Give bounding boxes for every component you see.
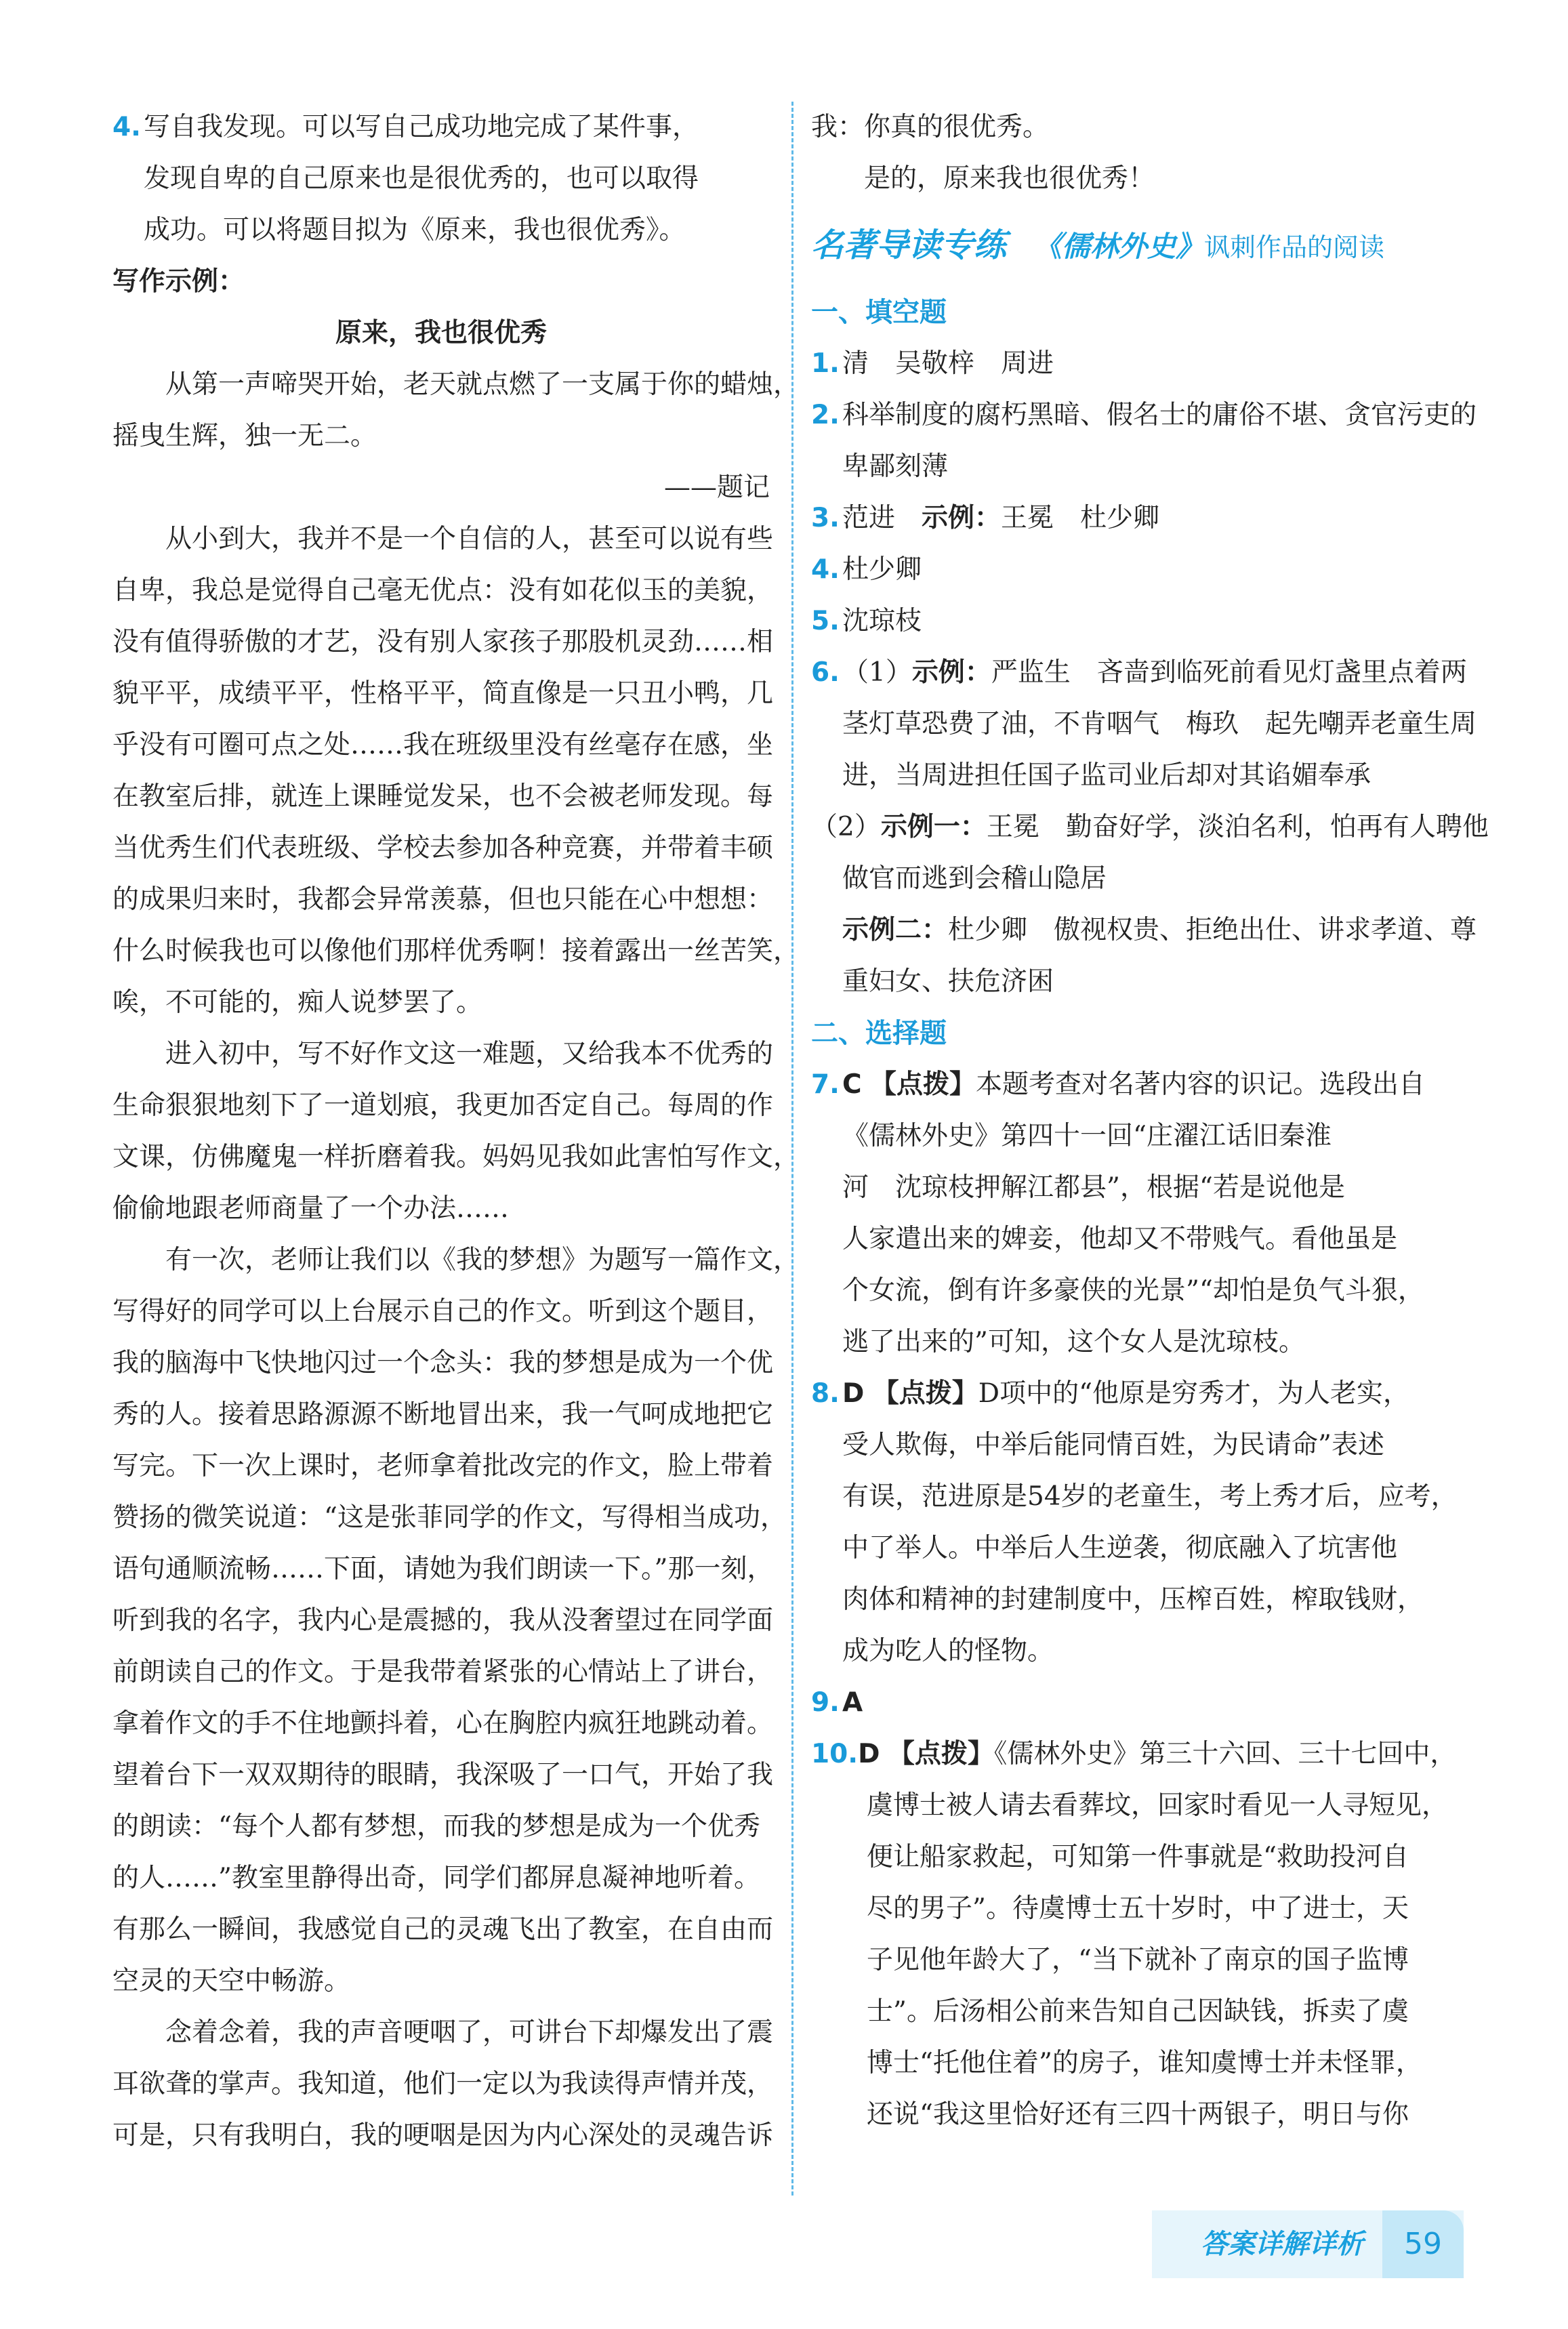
hint-tag: 【点拨】 [870, 1069, 976, 1100]
paragraph-line: 的人……”教室里静得出奇，同学们都屏息凝神地听着。 [112, 1863, 760, 1893]
answer-text: 肉体和精神的封建制度中，压榨百姓，榨取钱财， [842, 1584, 1424, 1615]
answer-text: 茎灯草恐费了油，不肯咽气 梅玖 起先嘲弄老童生周 [842, 709, 1477, 739]
answer-text: 杜少卿 傲视权贵、拒绝出仕、讲求孝道、尊 [948, 915, 1477, 945]
answer-text: 杜少卿 [842, 554, 922, 585]
example-label: 示例： [922, 503, 1002, 533]
answer-text: 进，当周进担任国子监司业后却对其谄媚奉承 [842, 760, 1371, 791]
paragraph-line: 写完。下一次上课时，老师拿着批改完的作文，脸上带着 [112, 1451, 774, 1481]
banner-subtitle: 讽刺作品的阅读 [1204, 232, 1385, 262]
sub-number: （1） [842, 657, 912, 688]
section-heading: 一、填空题 [811, 297, 947, 328]
answer-text: 成为吃人的怪物。 [842, 1636, 1054, 1666]
banner-title: 名著导读专练 [811, 226, 1007, 264]
question-number: 9. [811, 1687, 840, 1718]
paragraph-line: 写得好的同学可以上台展示自己的作文。听到这个题目， [112, 1296, 774, 1327]
paragraph-line: 秀的人。接着思路源源不断地冒出来，我一气呵成地把它 [112, 1399, 774, 1430]
paragraph-line: 摇曳生辉，独一无二。 [112, 421, 377, 451]
answer-letter: A [842, 1687, 863, 1718]
question-number: 7. [811, 1069, 840, 1100]
answer-text: 王冕 勤奋好学，淡泊名利，怕再有人聘他 [986, 812, 1489, 842]
answer-text: 清 吴敬梓 周进 [842, 348, 1054, 379]
paragraph-line: 文课，仿佛魔鬼一样折磨着我。妈妈见我如此害怕写作文， [112, 1142, 800, 1172]
paragraph-line: 在教室后排，就连上课睡觉发呆，也不会被老师发现。每 [112, 781, 774, 812]
question-number: 5. [811, 606, 840, 636]
answer-text: 个女流，倒有许多豪侠的光景”“却怕是负气斗狠， [842, 1275, 1424, 1306]
footer-label: 答案详解详析 [1201, 2229, 1363, 2260]
paragraph-line: 拿着作文的手不住地颤抖着，心在胸腔内疯狂地跳动着。 [112, 1708, 774, 1739]
item-number: 4. [112, 112, 141, 142]
question-number: 8. [811, 1378, 840, 1409]
paragraph-line: 空灵的天空中畅游。 [112, 1966, 351, 1996]
banner-book: 《儒林外史》 [1033, 230, 1205, 263]
page-number: 59 [1382, 2210, 1464, 2278]
item-4-text: 成功。可以将题目拟为《原来，我也很优秀》。 [144, 215, 686, 245]
answer-text: 中了举人。中举后人生逆袭，彻底融入了坑害他 [842, 1533, 1398, 1563]
answer-text: 科举制度的腐朽黑暗、假名士的庸俗不堪、贪官污吏的 [842, 400, 1477, 430]
paragraph-line: 语句通顺流畅……下面，请她为我们朗读一下。”那一刻， [112, 1554, 774, 1584]
paragraph-line: 望着台下一双双期待的眼睛，我深吸了一口气，开始了我 [112, 1760, 774, 1790]
answer-text: 严监生 吝啬到临死前看见灯盏里点着两 [991, 657, 1467, 688]
paragraph-line: 进入初中，写不好作文这一难题，又给我本不优秀的 [165, 1039, 774, 1069]
answer-text: 受人欺侮，中举后能同情百姓，为民请命”表述 [842, 1430, 1384, 1460]
answer-text: 范进 [842, 503, 922, 533]
sub-number: （2） [811, 812, 881, 842]
question-number: 3. [811, 503, 840, 533]
paragraph-line: 听到我的名字，我内心是震撼的，我从没奢望过在同学面 [112, 1605, 774, 1636]
paragraph-line: 有那么一瞬间，我感觉自己的灵魂飞出了教室，在自由而 [112, 1914, 774, 1945]
paragraph-line: 有一次，老师让我们以《我的梦想》为题写一篇作文， [165, 1245, 800, 1275]
paragraph-line: 偷偷地跟老师商量了一个办法…… [112, 1193, 510, 1224]
paragraph-line: 生命狠狠地刻下了一道划痕，我更加否定自己。每周的作 [112, 1090, 774, 1121]
paragraph-line: 前朗读自己的作文。于是我带着紧张的心情站上了讲台， [112, 1657, 774, 1687]
paragraph-line: 我的脑海中飞快地闪过一个念头：我的梦想是成为一个优 [112, 1348, 774, 1378]
answer-text: 士”。后汤相公前来告知自己因缺钱，拆卖了虞 [867, 1996, 1409, 2027]
item-4-text: 写自我发现。可以写自己成功地完成了某件事， [144, 112, 699, 142]
paragraph-line: 从小到大，我并不是一个自信的人，甚至可以说有些 [165, 524, 774, 554]
essay-title: 原来，我也很优秀 [335, 318, 547, 348]
dialogue-line: 我：你真的很优秀。 [811, 112, 1050, 142]
paragraph-line: 耳欲聋的掌声。我知道，他们一定以为我读得声情并茂， [112, 2069, 774, 2099]
answer-text: 做官而逃到会稽山隐居 [842, 863, 1107, 894]
answer-text: 重妇女、扶危济困 [842, 966, 1054, 997]
item-4-line [112, 102, 770, 153]
hint-tag: 【点拨】 [888, 1739, 994, 1769]
example-label: 示例二： [842, 915, 949, 945]
answer-text: 本题考查对名著内容的识记。选段出自 [976, 1069, 1426, 1100]
answer-text: 博士“托他住着”的房子，谁知虞博士并未怪罪， [867, 2048, 1422, 2078]
section-heading: 二、选择题 [811, 1018, 947, 1049]
answer-text: 逃了出来的”可知，这个女人是沈琼枝。 [842, 1327, 1305, 1357]
answer-text: 沈琼枝 [842, 606, 922, 636]
answer-text: 虞博士被人请去看葬坟，回家时看见一人寻短见， [867, 1790, 1449, 1821]
answer-letter: C [842, 1069, 862, 1100]
paragraph-line: 的朗读：“每个人都有梦想，而我的梦想是成为一个优秀 [112, 1811, 760, 1842]
paragraph-line: 乎没有可圈可点之处……我在班级里没有丝毫存在感，坐 [112, 730, 774, 760]
example-label: 写作示例： [112, 266, 245, 297]
paragraph-line: 没有值得骄傲的才艺，没有别人家孩子那股机灵劲……相 [112, 627, 774, 657]
item-4-text: 发现自卑的自己原来也是很优秀的，也可以取得 [144, 163, 699, 194]
paragraph-line: 从第一声啼哭开始，老天就点燃了一支属于你的蜡烛， [165, 369, 800, 400]
question-number: 1. [811, 348, 840, 379]
answer-text: 《儒林外史》第三十六回、三十七回中， [993, 1739, 1457, 1769]
dialogue-line: 是的，原来我也很优秀！ [864, 163, 1155, 194]
answer-text: 子见他年龄大了，“当下就补了南京的国子监博 [867, 1945, 1409, 1975]
inscription: ——题记 [663, 472, 770, 503]
paragraph-line: 什么时候我也可以像他们那样优秀啊！接着露出一丝苦笑， [112, 936, 800, 966]
paragraph-line: 自卑，我总是觉得自己毫无优点：没有如花似玉的美貌， [112, 575, 774, 606]
answer-text: 还说“我这里恰好还有三四十两银子，明日与你 [867, 2099, 1409, 2130]
question-number: 6. [811, 657, 840, 688]
question-number: 4. [811, 554, 840, 585]
paragraph-line: 貌平平，成绩平平，性格平平，简直像是一只丑小鸭，几 [112, 678, 774, 709]
paragraph-line: 可是，只有我明白，我的哽咽是因为内心深处的灵魂告诉 [112, 2120, 774, 2151]
right-column [811, 102, 1489, 2141]
answer-text: 王冕 杜少卿 [1001, 503, 1160, 533]
hint-tag: 【点拨】 [872, 1378, 978, 1409]
section-banner [811, 211, 1462, 287]
paragraph-line: 唉，不可能的，痴人说梦罢了。 [112, 987, 483, 1018]
paragraph-line: 念着念着，我的声音哽咽了，可讲台下却爆发出了震 [165, 2017, 774, 2048]
example-label: 示例： [911, 657, 991, 688]
question-number: 10. [811, 1739, 859, 1769]
answer-text: 《儒林外史》第四十一回“庄濯江话旧秦淮 [842, 1121, 1332, 1151]
answer-text: D项中的“他原是穷秀才，为人老实， [978, 1378, 1410, 1409]
example-label: 示例一： [880, 812, 987, 842]
left-column [112, 102, 800, 2162]
paragraph-line: 的成果归来时，我都会异常羡慕，但也只能在心中想想： [112, 884, 774, 915]
answer-text: 河 沈琼枝押解江都县”，根据“若是说他是 [842, 1172, 1345, 1203]
answer-letter: D [842, 1378, 865, 1409]
answer-text: 有误，范进原是54岁的老童生，考上秀才后，应考， [842, 1481, 1458, 1512]
answer-letter: D [858, 1739, 880, 1769]
answer-text: 人家遣出来的婢妾，他却又不带贱气。看他虽是 [842, 1224, 1398, 1254]
question-number: 2. [811, 400, 840, 430]
answer-text: 便让船家救起，可知第一件事就是“救助投河自 [867, 1842, 1409, 1872]
paragraph-line: 当优秀生们代表班级、学校去参加各种竞赛，并带着丰硕 [112, 833, 774, 863]
answer-text: 卑鄙刻薄 [842, 451, 949, 482]
paragraph-line: 赞扬的微笑说道：“这是张菲同学的作文，写得相当成功， [112, 1502, 787, 1533]
answer-text: 尽的男子”。待虞博士五十岁时，中了进士，天 [867, 1893, 1409, 1924]
